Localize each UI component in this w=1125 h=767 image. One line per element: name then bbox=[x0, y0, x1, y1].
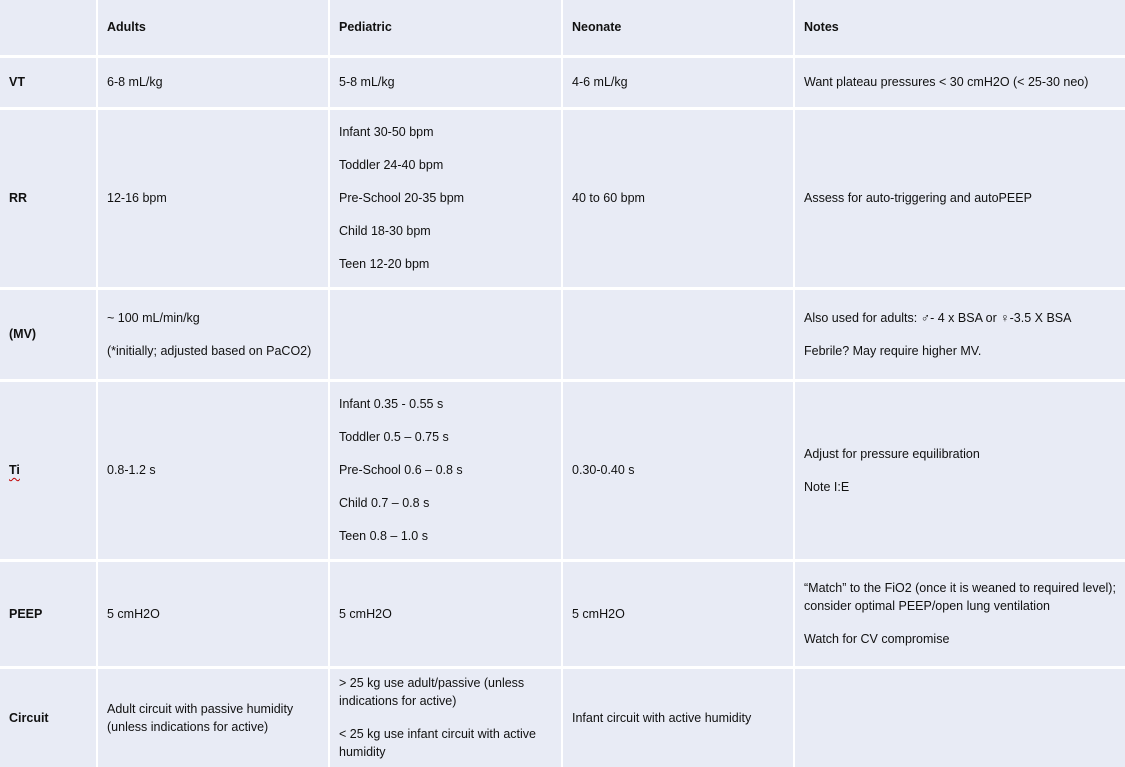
table-row-circuit bbox=[0, 667, 1125, 767]
cell-line: 5 cmH2O bbox=[572, 606, 625, 621]
cell-line: 12-16 bpm bbox=[107, 191, 167, 205]
row-label-ti bbox=[0, 380, 97, 560]
cell-ti-neonate bbox=[562, 380, 794, 560]
cell-circuit-neonate bbox=[562, 667, 794, 767]
cell-line: Adult circuit with passive humidity (unless indications for active) bbox=[107, 701, 294, 734]
header-row bbox=[0, 0, 1125, 56]
cell-line: 5 cmH2O bbox=[107, 606, 160, 621]
cell-line: Teen 0.8 – 1.0 s bbox=[339, 529, 428, 543]
cell-line: 6-8 mL/kg bbox=[107, 75, 163, 89]
cell-line: 5 cmH2O bbox=[339, 606, 392, 621]
cell-mv-notes bbox=[794, 288, 1125, 380]
header-adults: Adults bbox=[97, 0, 329, 56]
cell-line: Note I:E bbox=[804, 479, 850, 494]
cell-line: Pre-School 0.6 – 0.8 s bbox=[339, 463, 463, 477]
cell-line: Child 0.7 – 0.8 s bbox=[339, 496, 430, 510]
cell-line: 0.8-1.2 s bbox=[107, 463, 156, 477]
cell-vt-notes bbox=[794, 56, 1125, 108]
cell-circuit-notes bbox=[794, 667, 1125, 767]
header-corner bbox=[0, 0, 97, 56]
row-label-peep: PEEP bbox=[0, 560, 97, 667]
cell-rr-neonate bbox=[562, 108, 794, 288]
cell-vt-adults bbox=[97, 56, 329, 108]
table-row-rr bbox=[0, 108, 1125, 288]
cell-line: ~ 100 mL/min/kg bbox=[107, 310, 200, 325]
cell-peep-pediatric bbox=[329, 560, 562, 667]
cell-ti-notes bbox=[794, 380, 1125, 560]
cell-ti-pediatric bbox=[329, 380, 562, 560]
cell-line: > 25 kg use adult/passive (unless indications for active) bbox=[339, 676, 525, 709]
cell-ti-adults bbox=[97, 380, 329, 560]
header-neonate: Neonate bbox=[562, 0, 794, 56]
row-label-ti-text: Ti bbox=[9, 463, 20, 477]
table-row-ti bbox=[0, 380, 1125, 560]
cell-line: Infant circuit with active humidity bbox=[572, 710, 752, 725]
cell-line: Assess for auto-triggering and autoPEEP bbox=[804, 191, 1032, 205]
cell-line: 0.30-0.40 s bbox=[572, 463, 635, 477]
row-label-mv: (MV) bbox=[0, 288, 97, 380]
cell-vt-pediatric bbox=[329, 56, 562, 108]
cell-line: Adjust for pressure equilibration bbox=[804, 446, 980, 461]
cell-mv-neonate bbox=[562, 288, 794, 380]
cell-line: Want plateau pressures < 30 cmH2O (< 25-30 neo) bbox=[804, 75, 1089, 89]
cell-line: 5-8 mL/kg bbox=[339, 75, 395, 89]
cell-line: Infant 0.35 - 0.55 s bbox=[339, 397, 444, 411]
cell-vt-neonate bbox=[562, 56, 794, 108]
cell-line: Pre-School 20-35 bpm bbox=[339, 191, 465, 205]
cell-line: Watch for CV compromise bbox=[804, 632, 950, 646]
row-label-vt: VT bbox=[0, 56, 97, 108]
cell-mv-pediatric bbox=[329, 288, 562, 380]
header-pediatric: Pediatric bbox=[329, 0, 562, 56]
cell-line: Also used for adults: ♂- 4 x BSA or ♀-3.5 X BSA bbox=[804, 310, 1072, 325]
row-label-circuit: Circuit bbox=[9, 710, 49, 725]
row-label-rr: RR bbox=[0, 108, 97, 288]
cell-circuit-adults bbox=[97, 667, 329, 767]
cell-peep-adults bbox=[97, 560, 329, 667]
cell-mv-adults bbox=[97, 288, 329, 380]
cell-peep-neonate bbox=[562, 560, 794, 667]
cell-line: Toddler 0.5 – 0.75 s bbox=[339, 430, 449, 444]
cell-line: < 25 kg use infant circuit with active humidity bbox=[339, 727, 536, 760]
cell-line: (*initially; adjusted based on PaCO2) bbox=[107, 343, 312, 358]
cell-line: 40 to 60 bpm bbox=[572, 191, 645, 205]
cell-rr-adults bbox=[97, 108, 329, 288]
table-row-vt bbox=[0, 56, 1125, 108]
cell-circuit-pediatric bbox=[329, 667, 562, 767]
cell-rr-pediatric bbox=[329, 108, 562, 288]
cell-line: Teen 12-20 bpm bbox=[339, 257, 430, 271]
cell-line: Infant 30-50 bpm bbox=[339, 125, 434, 139]
cell-line: “Match” to the FiO2 (once it is weaned to required level); consider optimal PEEP/open lung ventilation bbox=[804, 581, 1116, 613]
cell-line: Toddler 24-40 bpm bbox=[339, 158, 444, 172]
cell-line: 4-6 mL/kg bbox=[572, 75, 628, 89]
cell-line: Febrile? May require higher MV. bbox=[804, 343, 982, 358]
cell-rr-notes bbox=[794, 108, 1125, 288]
table-row-peep bbox=[0, 560, 1125, 667]
cell-line: Child 18-30 bpm bbox=[339, 224, 431, 238]
header-notes: Notes bbox=[794, 0, 1125, 56]
table-row-mv bbox=[0, 288, 1125, 380]
cell-peep-notes bbox=[794, 560, 1125, 667]
